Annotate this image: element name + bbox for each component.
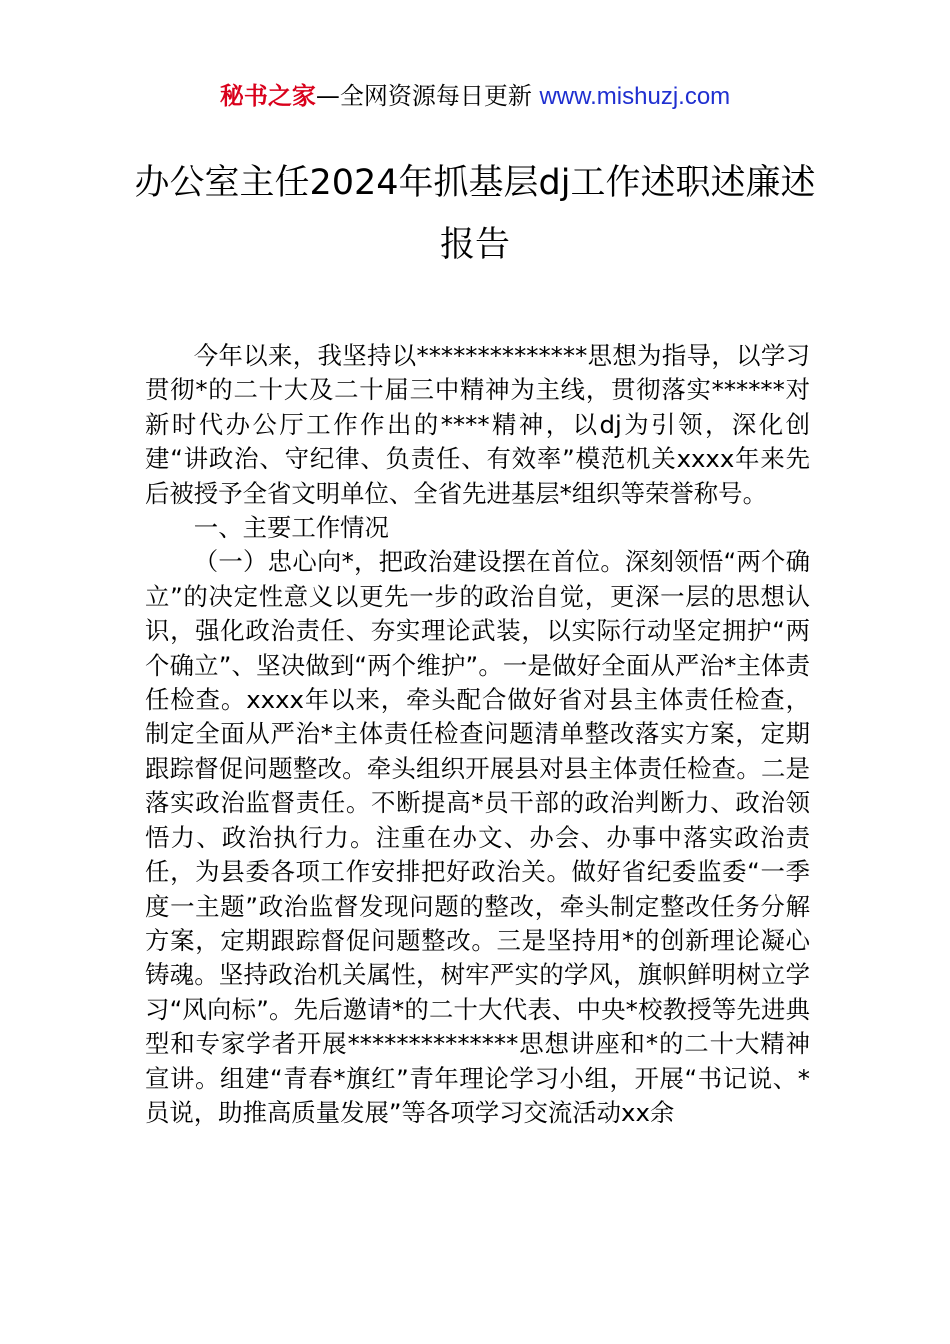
site-url-link[interactable]: www.mishuzj.com	[539, 83, 731, 110]
paragraph-section-1: （一）忠心向*，把政治建设摆在首位。深刻领悟“两个确立”的决定性意义以更先一步的政治自觉，更深一层的思想认识，强化政治责任、夯实理论武装，以实际行动坚定拥护“两个确立”、坚决做到“两个维护”。一是做好全面从严治*主体责任检查。xxxx年以来，牵头配合做好省对县主体责任检查，制定全面从严治*主体责任检查问题清单整改落实方案，定期跟踪督促问题整改。牵头组织开展县对县主体责任检查。二是落实政治监督责任。不断提高*员干部的政治判断力、政治领悟力、政治执行力。注重在办文、办会、办事中落实政治责任，为县委各项工作安排把好政治关。做好省纪委监委“一季度一主题”政治监督发现问题的整改，牵头制定整改任务分解方案，定期跟踪督促问题整改。三是坚持用*的创新理论凝心铸魂。坚持政治机关属性，树牢严实的学风，旗帜鲜明树立学习“风向标”。先后邀请*的二十大代表、中央*校教授等先进典型和专家学者开展**************思想讲座和*的二十大精神宣讲。组建“青春*旗红”青年理论学习小组，开展“书记说、*员说，助推高质量发展”等各项学习交流活动xx余	[145, 547, 810, 1127]
document-body	[145, 339, 810, 1130]
site-header	[0, 80, 950, 113]
document-title: 办公室主任2024年抓基层dj工作述职述廉述报告	[134, 163, 816, 265]
site-tagline: —全网资源每日更新	[315, 82, 540, 110]
section-heading: 一、主要工作情况	[193, 513, 389, 543]
site-brand: 秘书之家	[219, 82, 316, 110]
paragraph-intro: 今年以来，我坚持以**************思想为指导，以学习贯彻*的二十大及二十届三中精神为主线，贯彻落实******对新时代办公厅工作作出的****精神，以dj为引领，深化创建“讲政治、守纪律、负责任、有效率”模范机关xxxx年来先后被授予全省文明单位、全省先进基层*组织等荣誉称号。	[145, 341, 810, 508]
